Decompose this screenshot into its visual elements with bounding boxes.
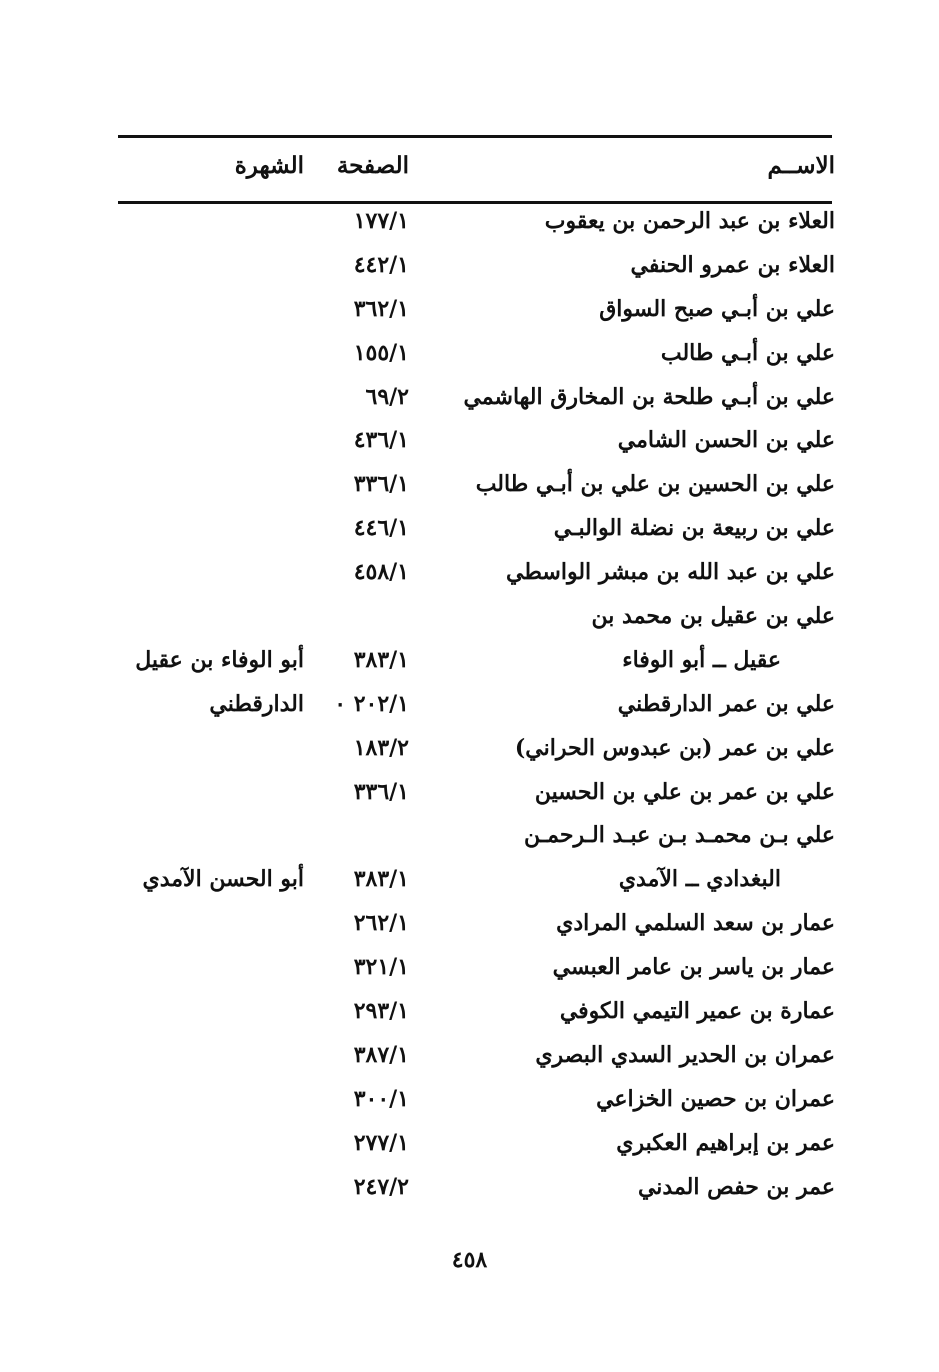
entry-page-ref: ١٥٥/١ bbox=[353, 339, 409, 366]
entry-name: علي بن أبـي طالب bbox=[660, 339, 835, 366]
entry-name: العلاء بن عمرو الحنفي bbox=[630, 251, 835, 278]
table-row bbox=[0, 1166, 939, 1210]
table-row bbox=[0, 463, 939, 507]
table-row bbox=[0, 595, 939, 639]
entry-name: علي بن عقيل بن محمد بن bbox=[591, 603, 835, 630]
table-row bbox=[0, 332, 939, 376]
table-row bbox=[0, 727, 939, 771]
entry-page-ref: ٣٨٣/١ bbox=[353, 646, 409, 673]
entry-name: علي بن عمر بن علي بن الحسين bbox=[534, 778, 835, 805]
entry-name: علي بن أبـي طلحة بن المخارق الهاشمي bbox=[463, 383, 835, 410]
entry-page-ref: ٣٨٧/١ bbox=[353, 1041, 409, 1068]
table-row bbox=[0, 1122, 939, 1166]
table-row bbox=[0, 902, 939, 946]
entry-page-ref: ٢٦٢/١ bbox=[353, 910, 409, 937]
entry-page-ref: ٢٤٧/٢ bbox=[353, 1173, 409, 1200]
entry-name: عقيل ــ أبو الوفاء bbox=[622, 646, 781, 673]
column-header-page: الصفحة bbox=[336, 152, 409, 179]
entry-page-ref: ٦٩/٢ bbox=[365, 383, 409, 410]
entry-page-ref: ٤٥٨/١ bbox=[353, 559, 409, 586]
entry-name: علي بن عمر (بن عبدوس الحراني) bbox=[514, 734, 835, 761]
entry-fame: أبو الحسن الآمدي bbox=[142, 866, 304, 893]
entry-name: علي بن أبـي صبح السواق bbox=[599, 295, 835, 322]
entry-name: العلاء بن عبد الرحمن بن يعقوب bbox=[544, 208, 835, 234]
entry-name: عمر بن حفص المدني bbox=[637, 1173, 835, 1200]
entry-name: علي بن ربيعة بن نضلة الوالبـي bbox=[553, 515, 835, 542]
table-row bbox=[0, 507, 939, 551]
entry-name: عمران بن الحدير السدي البصري bbox=[535, 1041, 835, 1068]
entry-page-ref: ٣٢١/١ bbox=[353, 954, 409, 981]
table-row bbox=[0, 639, 939, 683]
entry-page-ref: ٤٤٢/١ bbox=[353, 251, 409, 278]
table-row bbox=[0, 376, 939, 420]
entry-name: عمر بن إبراهيم العكبري bbox=[616, 1129, 835, 1156]
table-row bbox=[0, 946, 939, 990]
entry-name: عمار بن سعد السلمي المرادي bbox=[556, 910, 835, 937]
entry-page-ref: ٢٧٧/١ bbox=[353, 1129, 409, 1156]
entry-page-ref: ١٨٣/٢ bbox=[353, 734, 409, 761]
entry-page-ref: ٤٤٦/١ bbox=[353, 515, 409, 542]
entry-name: عمارة بن عمير التيمي الكوفي bbox=[559, 998, 835, 1025]
table-row bbox=[0, 814, 939, 858]
table-row bbox=[0, 288, 939, 332]
entry-fame: الدارقطني bbox=[209, 690, 304, 717]
entry-page-ref: ٣٣٦/١ bbox=[353, 471, 409, 498]
column-header-fame: الشهرة bbox=[234, 152, 304, 179]
entry-fame: أبو الوفاء بن عقيل bbox=[135, 646, 304, 673]
entry-page-ref: ٤٣٦/١ bbox=[353, 427, 409, 454]
entry-name: البغدادي ــ الآمدي bbox=[618, 866, 781, 893]
table-row bbox=[0, 990, 939, 1034]
entry-name: علي بن الحسين بن علي بن أبـي طالب bbox=[475, 471, 835, 498]
table-row bbox=[0, 858, 939, 902]
page-number: ٤٥٨ bbox=[451, 1247, 488, 1273]
entry-name: عمران بن حصين الخزاعي bbox=[596, 1085, 835, 1112]
top-rule bbox=[118, 135, 832, 138]
entry-page-ref: ٢٩٣/١ bbox=[353, 998, 409, 1025]
entry-page-ref: ٢٠٢/١ ٠ bbox=[334, 690, 409, 717]
entry-name: علي بن عبد الله بن مبشر الواسطي bbox=[506, 559, 835, 586]
table-row bbox=[0, 1034, 939, 1078]
entry-page-ref: ٣٦٢/١ bbox=[353, 295, 409, 322]
entry-name: عمار بن ياسر بن عامر العبسي bbox=[552, 954, 835, 981]
table-row bbox=[0, 244, 939, 288]
entry-page-ref: ٣٨٣/١ bbox=[353, 866, 409, 893]
table-row bbox=[0, 1078, 939, 1122]
index-table bbox=[0, 200, 939, 1209]
table-row bbox=[0, 551, 939, 595]
table-row bbox=[0, 771, 939, 815]
entry-page-ref: ٣٣٦/١ bbox=[353, 778, 409, 805]
entry-page-ref: ٣٠٠/١ bbox=[353, 1085, 409, 1112]
entry-name: علي بن عمر الدارقطني bbox=[617, 690, 835, 717]
entry-name: علي بن الحسن الشامي bbox=[617, 427, 835, 454]
table-row bbox=[0, 683, 939, 727]
entry-page-ref: ١٧٧/١ bbox=[353, 208, 409, 234]
entry-name: علي بـن محمـد بـن عبـد الـرحمـن bbox=[523, 822, 835, 849]
table-row bbox=[0, 419, 939, 463]
column-header-name: الاســم bbox=[767, 152, 835, 179]
table-row bbox=[0, 200, 939, 244]
